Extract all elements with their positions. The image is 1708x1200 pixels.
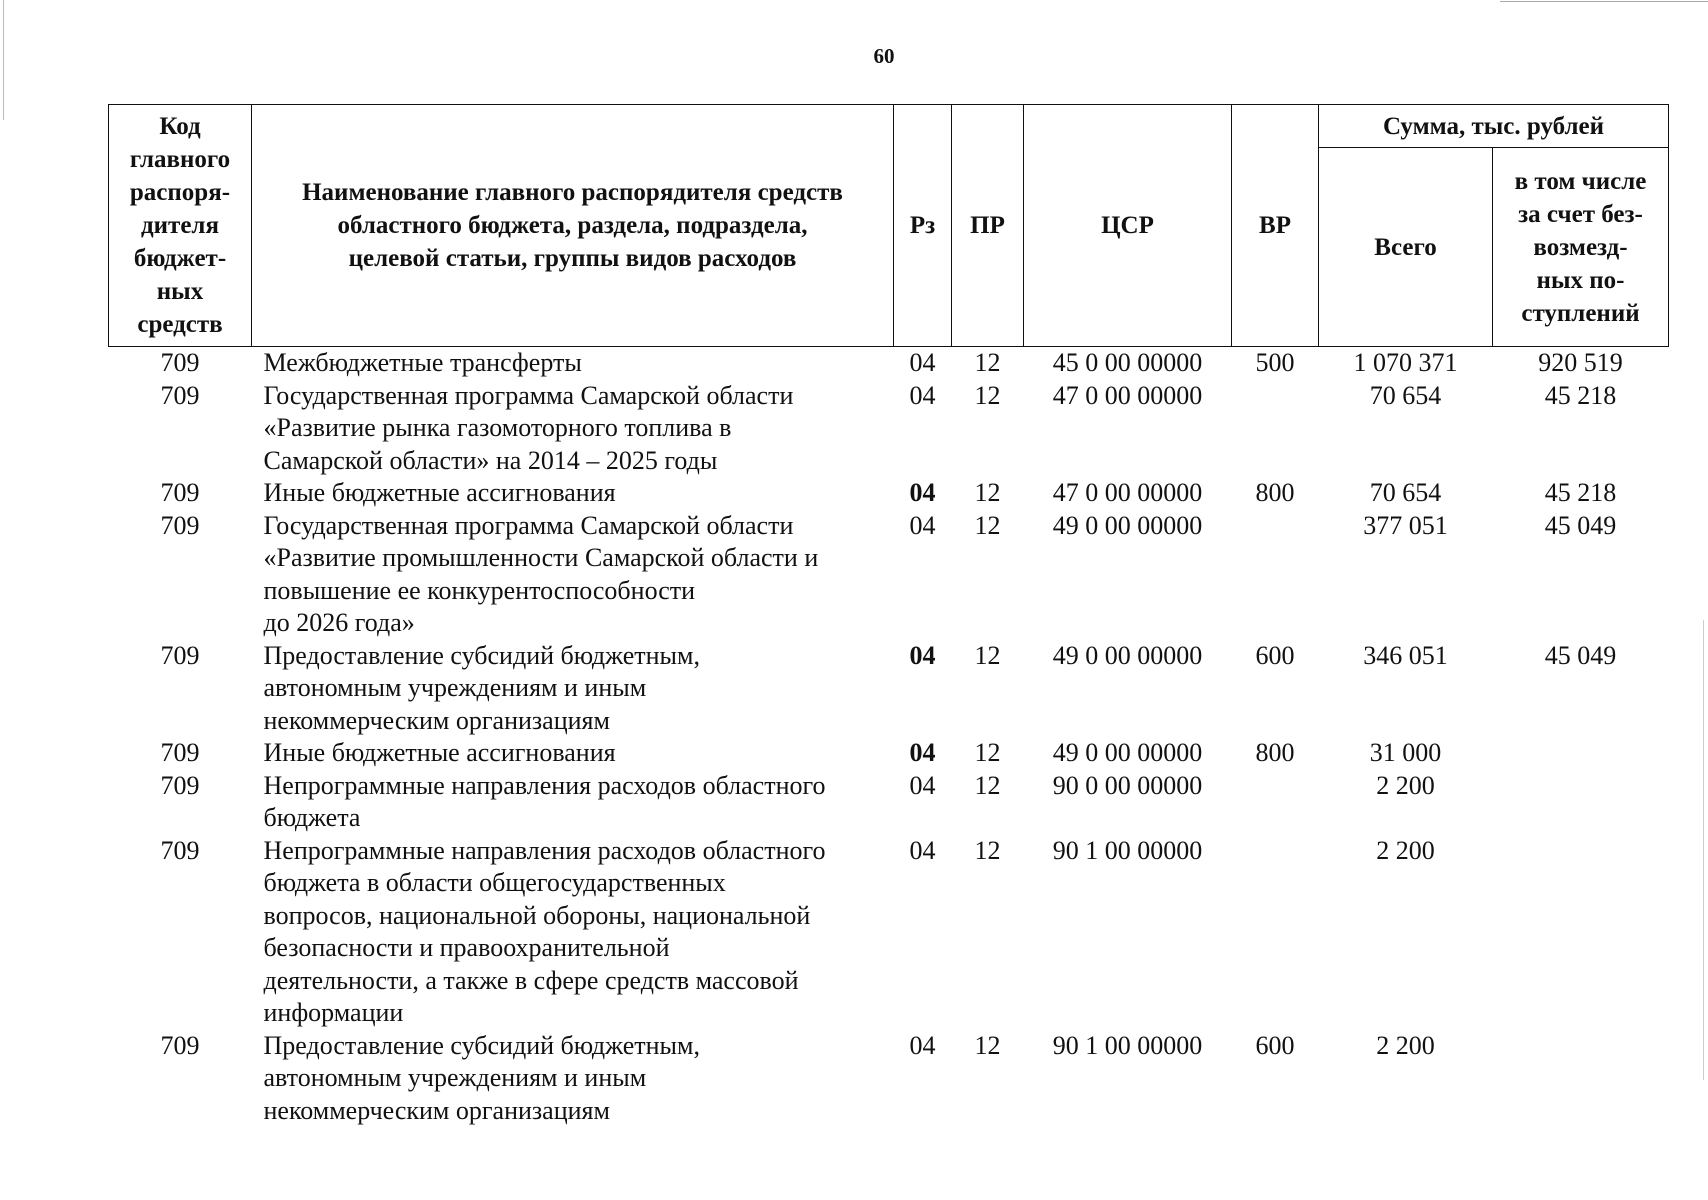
cell-name-line: Предоставление субсидий бюджетным, bbox=[263, 1030, 700, 1060]
cell-total: 31 000 bbox=[1369, 738, 1442, 767]
table-row bbox=[109, 1030, 1669, 1128]
cell-pr: 12 bbox=[974, 770, 1001, 800]
cell-free-receipts: 45 218 bbox=[1544, 380, 1617, 410]
cell-rz: 04 bbox=[909, 770, 936, 800]
header-vr: ВР bbox=[1232, 105, 1319, 347]
cell-name-line: Государственная программа Самарской области bbox=[263, 510, 794, 540]
cell-name-line: «Развитие рынка газомоторного топлива в bbox=[263, 413, 732, 442]
cell-total: 70 654 bbox=[1369, 478, 1442, 507]
cell-total: 70 654 bbox=[1369, 380, 1442, 410]
cell-csr: 90 1 00 00000 bbox=[1052, 835, 1203, 865]
cell-free-receipts bbox=[1493, 1030, 1669, 1128]
cell-name-line: Непрограммные направления расходов областного bbox=[263, 770, 826, 800]
scan-edge-line bbox=[1500, 1, 1708, 2]
header-name: Наименование главного распорядителя средств областного бюджета, раздела, подраздела, целевой статьи, группы видов расходов bbox=[252, 105, 894, 347]
cell-name-line: Межбюджетные трансферты bbox=[263, 348, 582, 377]
cell-name bbox=[252, 1030, 894, 1128]
cell-rz: 04 bbox=[909, 835, 936, 865]
cell-rz: 04 bbox=[909, 738, 936, 767]
cell-pr: 12 bbox=[974, 510, 1001, 540]
cell-total: 2 200 bbox=[1376, 1030, 1435, 1060]
cell-vr bbox=[1232, 510, 1319, 640]
cell-csr: 47 0 00 00000 bbox=[1052, 478, 1203, 507]
cell-pr: 12 bbox=[974, 380, 1001, 410]
cell-name-line: Предоставление субсидий бюджетным, bbox=[263, 640, 700, 670]
cell-vr: 600 bbox=[1255, 640, 1295, 670]
table-row bbox=[109, 477, 1669, 510]
cell-free-receipts: 920 519 bbox=[1538, 348, 1623, 377]
table-header bbox=[109, 105, 1669, 347]
cell-vr: 800 bbox=[1255, 738, 1295, 767]
header-csr: ЦСР bbox=[1024, 105, 1232, 347]
table-row bbox=[109, 380, 1669, 478]
cell-pr: 12 bbox=[974, 348, 1001, 377]
cell-name bbox=[252, 510, 894, 640]
cell-csr: 49 0 00 00000 bbox=[1052, 640, 1203, 670]
cell-free-receipts: 45 049 bbox=[1544, 640, 1617, 670]
cell-name-line: информации bbox=[263, 998, 404, 1027]
cell-total: 1 070 371 bbox=[1353, 348, 1458, 377]
cell-code: 709 bbox=[160, 835, 200, 865]
cell-csr: 90 0 00 00000 bbox=[1052, 770, 1203, 800]
cell-name-line: бюджета bbox=[263, 803, 361, 832]
cell-name-line: до 2026 года» bbox=[263, 608, 415, 637]
cell-vr: 800 bbox=[1255, 478, 1295, 507]
header-code: Код главного распоря- дителя бюджет- ных средств bbox=[109, 105, 252, 347]
cell-pr: 12 bbox=[974, 835, 1001, 865]
cell-rz: 04 bbox=[909, 348, 936, 377]
cell-total: 377 051 bbox=[1363, 510, 1448, 540]
cell-name-line: Иные бюджетные ассигнования bbox=[263, 738, 616, 767]
cell-code: 709 bbox=[160, 380, 200, 410]
header-total: Всего bbox=[1319, 148, 1493, 347]
cell-code: 709 bbox=[160, 478, 200, 507]
cell-rz: 04 bbox=[909, 380, 936, 410]
cell-code: 709 bbox=[160, 738, 200, 767]
table-body bbox=[109, 347, 1669, 1128]
cell-name bbox=[252, 477, 894, 510]
header-free-receipts: в том числе за счет без- возмезд- ных по- ступлений bbox=[1493, 148, 1669, 347]
cell-name bbox=[252, 640, 894, 738]
cell-name-line: Непрограммные направления расходов областного bbox=[263, 835, 826, 865]
cell-name-line: бюджета в области общегосударственных bbox=[263, 868, 726, 897]
cell-free-receipts bbox=[1493, 737, 1669, 770]
table-row bbox=[109, 737, 1669, 770]
cell-free-receipts: 45 218 bbox=[1544, 478, 1617, 507]
cell-code: 709 bbox=[160, 640, 200, 670]
cell-pr: 12 bbox=[974, 478, 1001, 507]
table-row bbox=[109, 347, 1669, 380]
cell-name-line: деятельности, а также в сфере средств массовой bbox=[263, 965, 799, 995]
cell-pr: 12 bbox=[974, 640, 1001, 670]
header-rz: Рз bbox=[894, 105, 952, 347]
cell-total: 346 051 bbox=[1363, 640, 1448, 670]
cell-free-receipts: 45 049 bbox=[1544, 510, 1617, 540]
cell-name bbox=[252, 770, 894, 835]
cell-code: 709 bbox=[160, 510, 200, 540]
cell-code: 709 bbox=[160, 770, 200, 800]
cell-free-receipts bbox=[1493, 770, 1669, 835]
cell-name-line: «Развитие промышленности Самарской области и bbox=[263, 543, 819, 572]
cell-vr bbox=[1232, 380, 1319, 478]
scan-edge-line bbox=[1703, 620, 1704, 1080]
cell-rz: 04 bbox=[909, 640, 936, 670]
table-row bbox=[109, 835, 1669, 1030]
cell-free-receipts bbox=[1493, 835, 1669, 1030]
cell-name-line: автономным учреждениям и иным bbox=[263, 1063, 647, 1092]
budget-table bbox=[108, 104, 1669, 1127]
cell-vr: 600 bbox=[1255, 1030, 1295, 1060]
cell-rz: 04 bbox=[909, 478, 936, 507]
cell-total: 2 200 bbox=[1376, 835, 1435, 865]
cell-name bbox=[252, 380, 894, 478]
cell-name-line: некоммерческим организациям bbox=[263, 1095, 610, 1125]
cell-name-line: Самарской области» на 2014 – 2025 годы bbox=[263, 445, 718, 475]
header-pr: ПР bbox=[952, 105, 1024, 347]
cell-name-line: автономным учреждениям и иным bbox=[263, 673, 647, 702]
cell-name-line: безопасности и правоохранительной bbox=[263, 933, 670, 962]
cell-pr: 12 bbox=[974, 1030, 1001, 1060]
cell-name-line: вопросов, национальной обороны, национальной bbox=[263, 900, 811, 930]
cell-name-line: Иные бюджетные ассигнования bbox=[263, 478, 616, 507]
cell-name-line: некоммерческим организациям bbox=[263, 705, 610, 735]
cell-name-line: повышение ее конкурентоспособности bbox=[263, 575, 696, 605]
cell-rz: 04 bbox=[909, 1030, 936, 1060]
table-row bbox=[109, 770, 1669, 835]
cell-vr bbox=[1232, 835, 1319, 1030]
table-row bbox=[109, 510, 1669, 640]
cell-pr: 12 bbox=[974, 738, 1001, 767]
cell-csr: 90 1 00 00000 bbox=[1052, 1030, 1203, 1060]
cell-csr: 49 0 00 00000 bbox=[1052, 510, 1203, 540]
header-sum-group: Сумма, тыс. рублей bbox=[1319, 105, 1669, 148]
page-number: 60 bbox=[873, 44, 895, 68]
cell-code: 709 bbox=[160, 1030, 200, 1060]
cell-csr: 47 0 00 00000 bbox=[1052, 380, 1203, 410]
cell-vr: 500 bbox=[1255, 348, 1295, 377]
cell-total: 2 200 bbox=[1376, 770, 1435, 800]
cell-rz: 04 bbox=[909, 510, 936, 540]
cell-vr bbox=[1232, 770, 1319, 835]
cell-name bbox=[252, 835, 894, 1030]
table-row bbox=[109, 640, 1669, 738]
cell-csr: 49 0 00 00000 bbox=[1052, 738, 1203, 767]
cell-name bbox=[252, 737, 894, 770]
cell-name bbox=[252, 347, 894, 380]
cell-csr: 45 0 00 00000 bbox=[1052, 348, 1203, 377]
cell-name-line: Государственная программа Самарской области bbox=[263, 380, 794, 410]
cell-code: 709 bbox=[160, 348, 200, 377]
